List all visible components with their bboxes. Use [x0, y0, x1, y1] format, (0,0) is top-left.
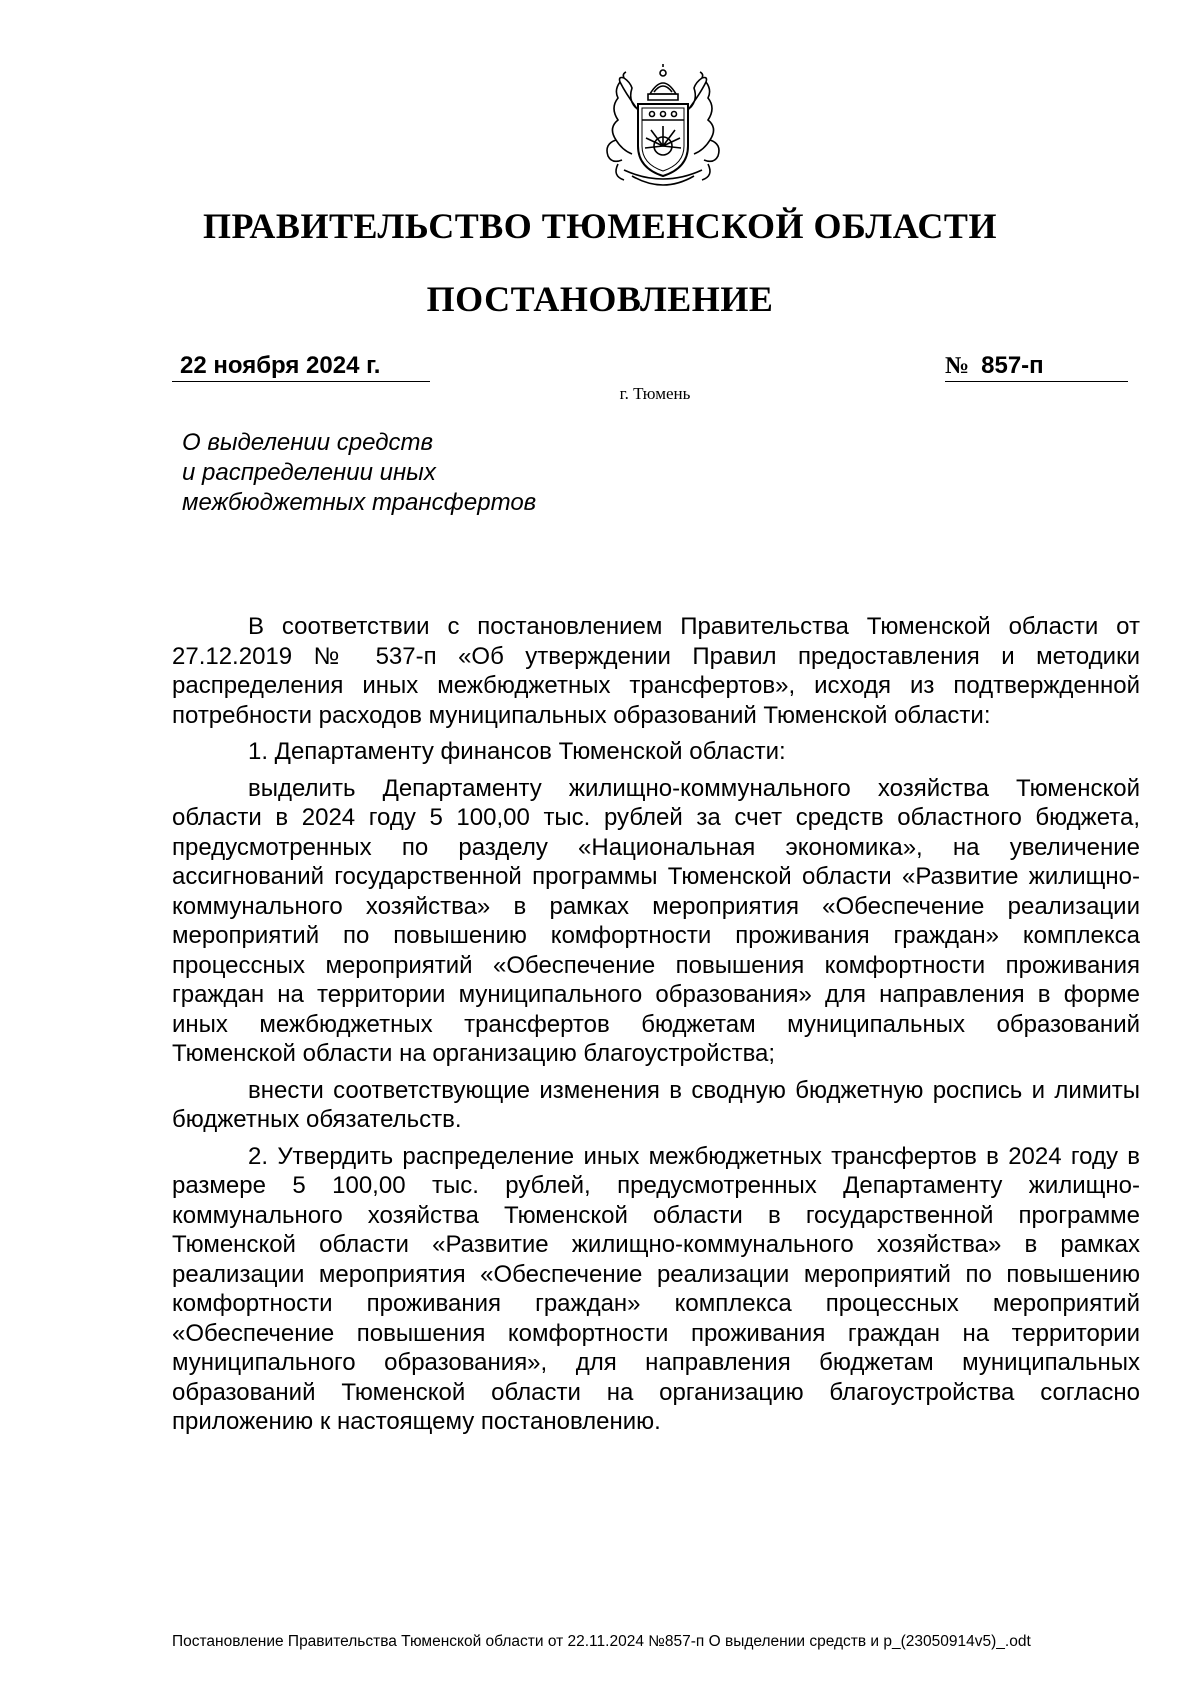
- document-date: 22 ноября 2024 г.: [172, 352, 430, 382]
- page-footer: Постановление Правительства Тюменской области от 22.11.2024 №857-п О выделении средств и р_(23050914v5)_.odt: [172, 1633, 1031, 1650]
- document-type-heading: ПОСТАНОВЛЕНИЕ: [426, 279, 774, 319]
- body-paragraph: 1. Департаменту финансов Тюменской области:: [248, 738, 786, 765]
- subject-line: и распределении иных: [182, 459, 436, 486]
- subject-line: О выделении средств: [182, 429, 434, 456]
- document-number: 857-п: [981, 352, 1044, 379]
- document-subject: [182, 428, 702, 518]
- organization-heading: ПРАВИТЕЛЬСТВО ТЮМЕНСКОЙ ОБЛАСТИ: [203, 206, 997, 246]
- document-number-field: [945, 352, 1128, 382]
- coat-of-arms-icon: [588, 64, 738, 199]
- body-paragraph: 2. Утвердить распределение иных межбюджетных трансфертов в 2024 году в размере 5 100,00 тыс. рублей, предусмотренных Департаменту жилищно-коммунального хозяйства Тюменской области в государственной программе Тюменской области «Развитие жилищно-коммунального хозяйства» в рамках реализации мероприятия «Обеспечение реализации мероприятий по повышению комфортности проживания граждан» комплекса процессных мероприятий «Обеспечение повышения комфортности проживания граждан на территории муниципального образования», для направления бюджетам муниципальных образований Тюменской области на организацию благоустройства согласно приложению к настоящему постановлению.: [172, 1142, 1140, 1435]
- body-paragraph: внести соответствующие изменения в сводную бюджетную роспись и лимиты бюджетных обязательств.: [172, 1076, 1140, 1133]
- number-sign: №: [945, 353, 970, 379]
- document-body: [172, 612, 1140, 1444]
- body-paragraph: В соответствии с постановлением Правительства Тюменской области от 27.12.2019 № 537-п «Об утверждении Правил предоставления и методики распределения иных межбюджетных трансфертов», исходя из подтвержденной потребности расходов муниципальных образований Тюменской области:: [172, 613, 1140, 729]
- body-paragraph: выделить Департаменту жилищно-коммунального хозяйства Тюменской области в 2024 году 5 100,00 тыс. рублей за счет средств областного бюджета, предусмотренных по разделу «Национальная экономика», на увеличение ассигнований государственной программы Тюменской области «Развитие жилищно-коммунального хозяйства» в рамках мероприятия «Обеспечение реализации мероприятий по повышению комфортности проживания граждан» комплекса процессных мероприятий «Обеспечение повышения комфортности проживания граждан на территории муниципального образования» для направления в форме иных межбюджетных трансфертов бюджетам муниципальных образований Тюменской области на организацию благоустройства;: [172, 774, 1140, 1067]
- city-label: г. Тюмень: [619, 384, 691, 403]
- subject-line: межбюджетных трансфертов: [182, 489, 537, 516]
